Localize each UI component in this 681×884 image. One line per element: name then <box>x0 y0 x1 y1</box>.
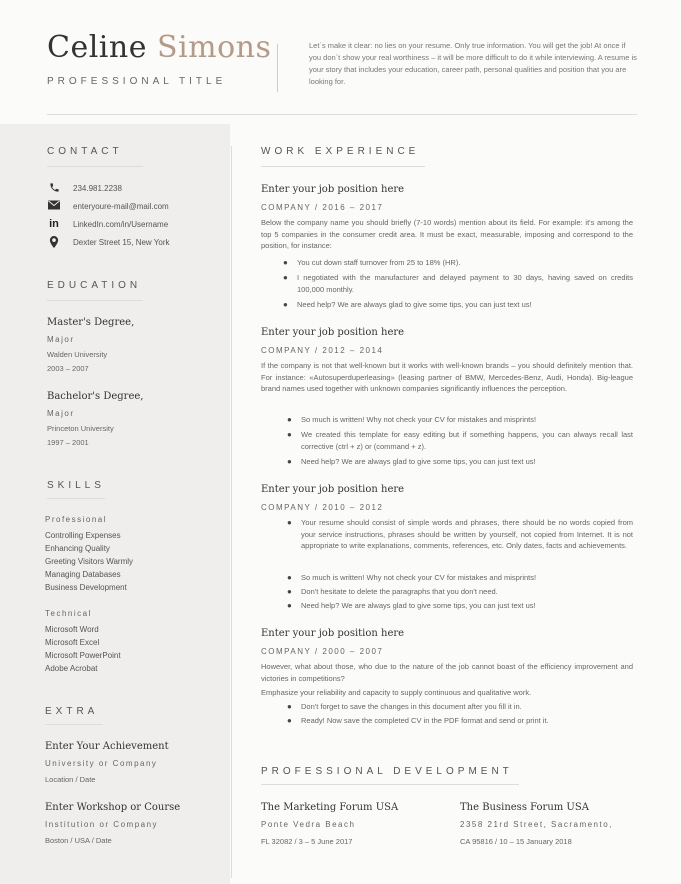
job-bullet: ● Don't forget to save the changes in this document after you fill it in. <box>287 702 522 711</box>
job-bullet: ● So much is written! Why not check your CV for mistakes and misprints! <box>287 415 537 424</box>
contact-email <box>47 200 169 212</box>
skill-item: Microsoft PowerPoint <box>45 651 121 660</box>
job-description: However, what about those, who due to the nature of the job cannot boast of the efficiency improvement and victories in competitions? <box>261 662 633 683</box>
skill-item: Business Development <box>45 583 127 592</box>
last-name: Simons <box>157 30 272 65</box>
intro-text: Let´s make it clear: no lies on your resume. Only true information. You will get the job! At once if you don´t show your real worthiness – it will be more difficult to do it while interviewing. A resume is your story that includes your education, career path, personal qualities and position that you are looking for. <box>309 41 637 86</box>
extra-title: Enter Workshop or Course <box>45 802 181 813</box>
extra-meta: Boston / USA / Date <box>45 836 112 845</box>
development-meta: FL 32082 / 3 – 5 June 2017 <box>261 837 353 846</box>
job-title: Enter your job position here <box>261 628 405 639</box>
professional-title: PROFESSIONAL TITLE <box>47 76 227 87</box>
job-description: If the company is not that well-known but it works with well-known brands – you should definitely mention that. For instance: «Autosuperduperleasing» (leasing partner of BMW, Mercedes-Benz, Audi, Honda). Big-league brand names used together with unknown companies significantly influences the perception. <box>261 361 633 393</box>
skill-item: Adobe Acrobat <box>45 664 98 673</box>
education-degree: Bachelor's Degree, <box>47 391 144 402</box>
development-location: Ponte Vedra Beach <box>261 820 356 829</box>
skill-item: Enhancing Quality <box>45 544 110 553</box>
development-location: 2358 21rd Street, Sacramento, <box>460 820 613 829</box>
extra-meta: Location / Date <box>45 775 96 784</box>
extra-title: Enter Your Achievement <box>45 741 169 752</box>
column-rule <box>231 146 232 878</box>
skill-item: Controlling Expenses <box>45 531 121 540</box>
job-bullet: ● I negotiated with the manufacturer and delayed payment to 30 days, having saved on credits 100,000 monthly. <box>283 273 633 294</box>
skill-item: Microsoft Word <box>45 625 99 634</box>
contact-heading: CONTACT <box>47 146 123 157</box>
job-title: Enter your job position here <box>261 327 405 338</box>
job-company: COMPANY / 2000 – 2007 <box>261 647 384 656</box>
header-divider <box>277 44 278 92</box>
job-title: Enter your job position here <box>261 484 405 495</box>
contact-heading-line <box>47 166 143 167</box>
education-school: Walden University <box>47 350 108 359</box>
education-major: Major <box>47 335 75 344</box>
job-bullet: ● Your resume should consist of simple words and phrases, there should be no words copied from your service instructions, phrases should be written by yourself, not copied from Internet. It is not appropriate to write explanations, comments, references, etc. Only dates, facts and achievements. <box>287 518 633 550</box>
phone-text: 234.981.2238 <box>73 183 122 193</box>
contact-phone <box>47 182 122 194</box>
linkedin-icon: in <box>49 218 59 230</box>
extra-heading: EXTRA <box>45 706 99 717</box>
education-major: Major <box>47 409 75 418</box>
job-bullet: ● We created this template for easy editing but if something happens, you can always recall last corrective (ctrl + z) or (command + z). <box>287 430 633 451</box>
skills-technical-heading: Technical <box>45 609 92 618</box>
phone-icon <box>47 182 61 194</box>
development-title: The Business Forum USA <box>460 802 589 813</box>
job-description: Below the company name you should briefly (7-10 words) mention about its field. For example: it's among the top 5 companies in the consumer credit area. It must be exact, measurable, imposing and correspond to the position, for instance: <box>261 218 633 250</box>
work-heading: WORK EXPERIENCE <box>261 146 420 157</box>
header-rule <box>47 114 637 115</box>
job-bullet: ● Don't hesitate to delete the paragraphs that you don't need. <box>287 587 498 596</box>
job-bullet: ● Need help? We are always glad to give some tips, you can just text us! <box>283 300 532 309</box>
education-school: Princeton University <box>47 424 114 433</box>
candidate-name <box>47 30 271 65</box>
skill-item: Managing Databases <box>45 570 121 579</box>
development-heading-line <box>261 784 519 785</box>
job-bullet: ● So much is written! Why not check your CV for mistakes and misprints! <box>287 573 537 582</box>
address-text: Dexter Street 15, New York <box>73 237 170 247</box>
first-name: Celine <box>47 30 147 65</box>
education-heading: EDUCATION <box>47 280 142 291</box>
skill-item: Greeting Visitors Warmly <box>45 557 134 566</box>
job-bullet: ● You cut down staff turnover from 25 to 18% (HR). <box>283 258 461 267</box>
development-meta: CA 95816 / 10 – 15 January 2018 <box>460 837 572 846</box>
extra-org: Institution or Company <box>45 820 159 829</box>
extra-org: University or Company <box>45 759 158 768</box>
job-company: COMPANY / 2010 – 2012 <box>261 503 384 512</box>
education-years: 1997 – 2001 <box>47 438 89 447</box>
email-text: enteryoure-mail@mail.com <box>73 201 169 211</box>
skills-professional-heading: Professional <box>45 515 108 524</box>
location-pin-icon <box>47 236 61 248</box>
education-years: 2003 – 2007 <box>47 364 89 373</box>
extra-heading-line <box>45 724 103 725</box>
contact-address <box>47 236 170 248</box>
linkedin-text: LinkedIn.com/in/Username <box>73 219 169 229</box>
development-title: The Marketing Forum USA <box>261 802 399 813</box>
development-heading: PROFESSIONAL DEVELOPMENT <box>261 766 513 777</box>
skills-heading-line <box>47 498 105 499</box>
contact-linkedin <box>47 218 168 230</box>
job-bullet: ● Need help? We are always glad to give some tips, you can just text us! <box>287 457 536 466</box>
envelope-icon <box>47 200 61 212</box>
job-bullet: ● Ready! Now save the completed CV in the PDF format and send or print it. <box>287 716 549 725</box>
job-company: COMPANY / 2012 – 2014 <box>261 346 384 355</box>
education-heading-line <box>47 300 143 301</box>
skills-heading: SKILLS <box>47 480 105 491</box>
job-title: Enter your job position here <box>261 184 405 195</box>
work-heading-line <box>261 166 425 167</box>
skill-item: Microsoft Excel <box>45 638 100 647</box>
job-description-extra: Emphasize your reliability and capacity to supply continuous and qualitative work. <box>261 688 532 697</box>
job-company: COMPANY / 2016 – 2017 <box>261 203 384 212</box>
job-bullet: ● Need help? We are always glad to give some tips, you can just text us! <box>287 601 536 610</box>
education-degree: Master's Degree, <box>47 317 135 328</box>
